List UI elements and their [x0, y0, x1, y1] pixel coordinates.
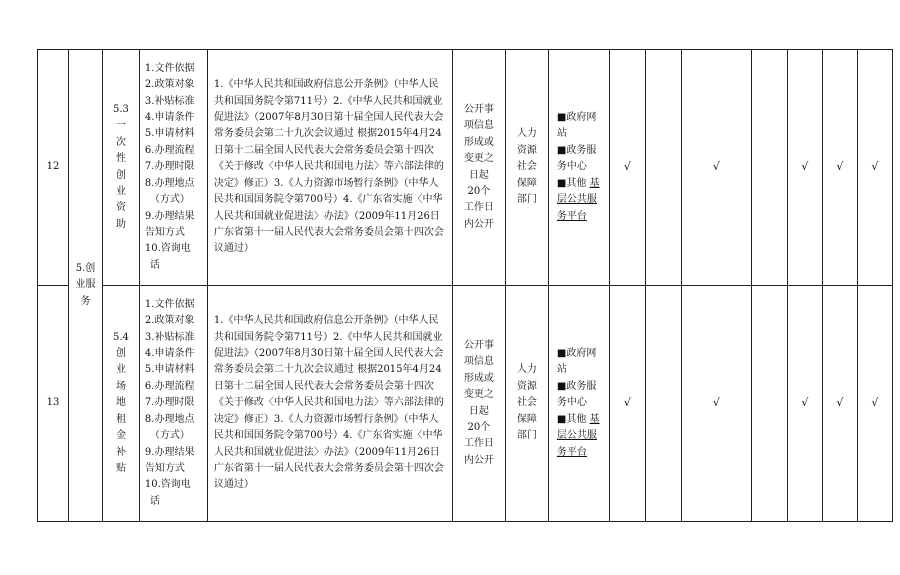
legal-basis: 1.《中华人民共和国政府信息公开条例》（中华人民共和国国务院令第711号）2.《中华人民共和国就业促进法》（2007年8月30日第十届全国人民代表大会常务委员会第二十九次会议通过 根据2015年4月24日第十二届全国人民代表大会常务委员会第十四次《关于修改〈中华人民共和国电力法〉等六部法律的决定》修正）3.《人力资源市场暂行条例》（中华人民共和国国务院令第700号）4.《广东省实施〈中华人民共和国就业促进法〉办法》（2009年11月26日广东省第十一届人民代表大会常务委员会第十四次会议通过）	[207, 286, 452, 522]
check-cell: √	[681, 50, 751, 286]
check-cell: √	[822, 50, 857, 286]
check-cell	[645, 286, 681, 522]
channel-gov-site: ■政府网站	[556, 112, 597, 140]
disclosure-time: 公开事项信息形成或变更之日起20个工作日内公开	[452, 286, 505, 522]
table-row	[38, 286, 893, 522]
check-cell: √	[787, 286, 822, 522]
table-row	[38, 50, 893, 286]
row-number: 13	[38, 286, 69, 522]
row-number: 12	[38, 50, 69, 286]
check-cell: √	[857, 286, 892, 522]
channel-service-center: ■政务服务中心	[556, 380, 597, 409]
check-cell: √	[857, 50, 892, 286]
responsible-dept: 人力资源社会保障部门	[505, 50, 548, 286]
item-name: 5.4创业场地租金补贴	[103, 286, 140, 522]
item-name: 5.3一次性创业资助	[103, 50, 140, 286]
legal-basis: 1.《中华人民共和国政府信息公开条例》（中华人民共和国国务院令第711号）2.《中华人民共和国就业促进法》（2007年8月30日第十届全国人民代表大会常务委员会第二十九次会议通过 根据2015年4月24日第十二届全国人民代表大会常务委员会第十四次《关于修改〈中华人民共和国电力法〉等六部法律的决定》修正）3.《人力资源市场暂行条例》（中华人民共和国国务院令第700号）4.《广东省实施〈中华人民共和国就业促进法〉办法》（2009年11月26日广东省第十一届人民代表大会常务委员会第十四次会议通过）	[207, 50, 452, 286]
category-cell: 5.创业服务	[69, 50, 103, 522]
responsible-dept: 人力资源社会保障部门	[505, 286, 548, 522]
disclosure-time: 公开事项信息形成或变更之日起20个工作日内公开	[452, 50, 505, 286]
check-cell	[751, 286, 787, 522]
disclosure-elements: 1.文件依据 2.政策对象 3.补贴标准 4.申请条件 5.申请材料 6.办理流程 7.办理时限 8.办理地点 （方式） 9.办理结果 告知方式 10.咨询电 话	[139, 50, 207, 286]
disclosure-channels	[548, 286, 609, 522]
check-cell: √	[609, 50, 645, 286]
check-cell	[751, 50, 787, 286]
disclosure-table	[37, 49, 893, 522]
check-cell: √	[681, 286, 751, 522]
check-cell	[645, 50, 681, 286]
channel-other: ■其他 基层公共服务平台	[556, 177, 600, 222]
disclosure-channels	[548, 50, 609, 286]
channel-other: ■其他 基层公共服务平台	[556, 413, 600, 458]
check-cell: √	[787, 50, 822, 286]
check-cell: √	[609, 286, 645, 522]
channel-service-center: ■政务服务中心	[556, 144, 597, 173]
disclosure-elements: 1.文件依据 2.政策对象 3.补贴标准 4.申请条件 5.申请材料 6.办理流程 7.办理时限 8.办理地点 （方式） 9.办理结果 告知方式 10.咨询电 话	[139, 286, 207, 522]
check-cell: √	[822, 286, 857, 522]
channel-gov-site: ■政府网站	[556, 348, 597, 376]
